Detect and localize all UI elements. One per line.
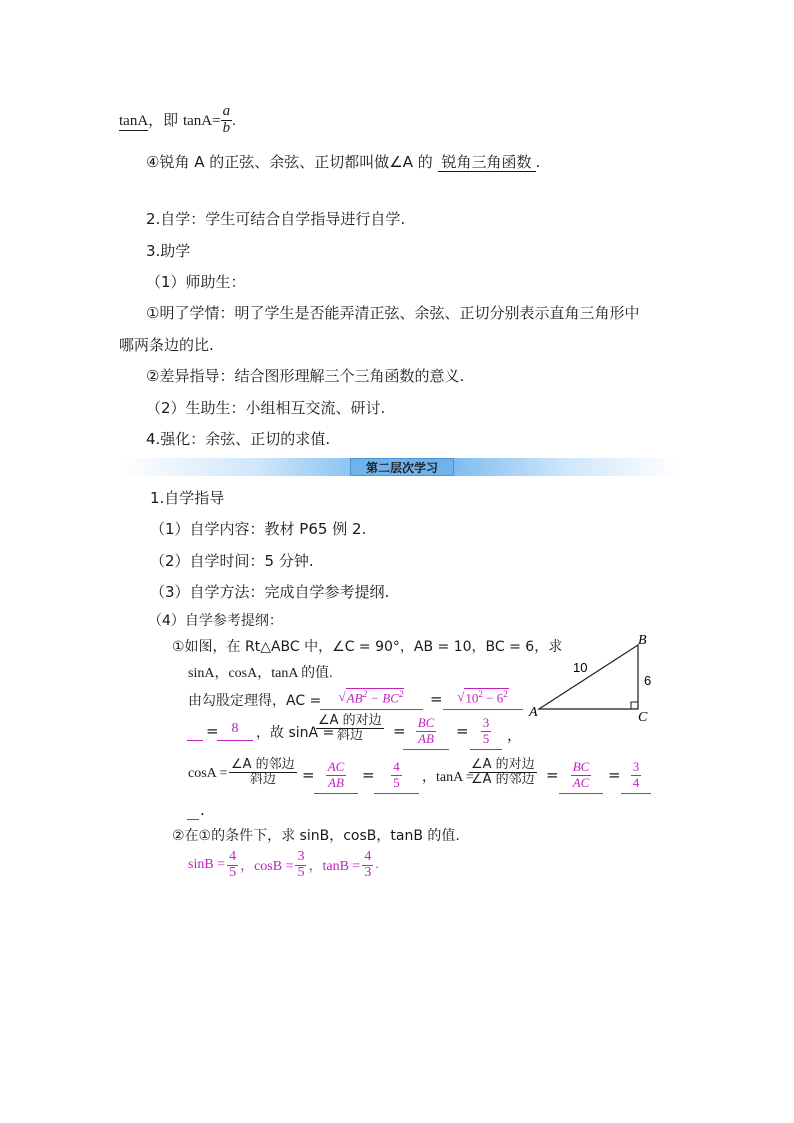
- tan-def-eq: tanA=: [182, 112, 221, 129]
- cos-a-formula: $\frac{\text{∠A 的邻边}}{\text{斜边}}$: [231, 757, 295, 787]
- vertex-b-label: B: [638, 633, 647, 648]
- part2-method: （3）自学方法：完成自学参考提纲.: [150, 583, 390, 601]
- step4: 4.强化：余弦、正切的求值.: [146, 430, 331, 448]
- triangle-abc: [539, 645, 638, 709]
- eq-sign-8: =: [608, 766, 621, 784]
- tan-a-underlined: tanA: [119, 112, 149, 129]
- answer-bc-over-ac: $\frac{BC}{AC}$: [559, 757, 603, 794]
- answer-bc-over-ab: $\frac{BC}{AB}$: [403, 713, 449, 750]
- tan-def-fraction: $\frac{a}{b}$: [222, 103, 231, 136]
- pythagoras-prefix: 由勾股定理得，AC =: [188, 693, 322, 709]
- step3: 3.助学: [146, 242, 191, 260]
- sin-a-formula: $\frac{\text{∠A 的对边}}{\text{斜边}}$: [318, 713, 382, 743]
- eq-sign-5: =: [302, 766, 315, 784]
- item4-answer: 锐角三角函数: [438, 153, 536, 172]
- right-angle-marker: [631, 702, 638, 709]
- part2-outline: （4）自学参考提纲：: [148, 613, 283, 629]
- answer-sin-a: $\frac{3}{5}$: [470, 713, 502, 750]
- answer-sqrt-10-6: √ $10^2 - 6^2$: [443, 685, 523, 710]
- blank-trailing: [187, 801, 199, 820]
- tan-def-sep: ，即: [148, 110, 179, 129]
- problem1-line1: ①如图，在 Rt△ABC 中，∠C = 90°，AB = 10，BC = 6，求: [172, 639, 563, 655]
- tan-a-lhs: ，tanA =: [422, 770, 474, 785]
- eq-sign-4: =: [456, 722, 469, 740]
- leg-bc-length-label: 6: [644, 673, 652, 688]
- section-banner-label: 第二层次学习: [350, 458, 454, 476]
- item4-line: ④锐角 A 的正弦、余弦、正切都叫做∠A 的 锐角三角函数 .: [146, 153, 541, 171]
- part2-content: （1）自学内容：教材 P65 例 2.: [150, 520, 367, 538]
- problem1-line2: sinA，cosA，tanA 的值.: [188, 666, 333, 681]
- period-1: .: [200, 801, 205, 819]
- so-sin-a: ，故 sinA =: [256, 725, 335, 741]
- circ2: ②差异指导：结合图形理解三个三角函数的意义.: [146, 367, 465, 385]
- tan-definition-line: tanA，即 tanA= $\frac{a}{b}$ .: [119, 103, 236, 136]
- problem2-answer: sinB = $\frac{4}{5}$ ，cosB = $\frac{3}{5}$ ，tanB = $\frac{4}{3}$ .: [188, 849, 379, 880]
- circ1-line1: ①明了学情：明了学生是否能弄清正弦、余弦、正切分别表示直角三角形中: [146, 304, 640, 322]
- vertex-a-label: A: [529, 705, 538, 720]
- answer-tan-a: $\frac{3}{4}$: [621, 757, 651, 794]
- part2-heading: 1.自学指导: [150, 489, 225, 507]
- answer-sqrt-ab-bc: √ $AB^2 - BC^2$: [320, 685, 423, 710]
- eq-sign-1: =: [430, 690, 443, 708]
- tan-a-formula: $\frac{\text{∠A 的对边}}{\text{∠A 的邻边}}$: [471, 757, 535, 787]
- eq-sign-7: =: [546, 766, 559, 784]
- vertex-c-label: C: [638, 710, 648, 725]
- eq-sign-3: =: [393, 722, 406, 740]
- eq-sign-2: =: [206, 722, 219, 740]
- cos-a-lhs: cosA =: [188, 766, 228, 781]
- right-triangle-figure: [525, 628, 665, 728]
- circ1-line2: 哪两条边的比.: [119, 336, 214, 354]
- step2: 2.自学：学生可结合自学指导进行自学.: [146, 210, 406, 228]
- answer-cos-a: $\frac{4}{5}$: [374, 757, 419, 794]
- eq-sign-6: =: [362, 766, 375, 784]
- part2-time: （2）自学时间：5 分钟.: [150, 552, 314, 570]
- answer-ac-over-ab: $\frac{AC}{AB}$: [314, 757, 358, 794]
- item4-text: ④锐角 A 的正弦、余弦、正切都叫做∠A 的: [146, 153, 433, 171]
- blank-leading-1: [187, 722, 203, 741]
- problem2-question: ②在①的条件下，求 sinB，cosB，tanB 的值.: [172, 828, 460, 844]
- answer-ac-value: 8: [217, 718, 253, 741]
- comma-1: ，: [507, 726, 523, 744]
- sub2: （2）生助生：小组相互交流、研讨.: [146, 399, 386, 417]
- hypotenuse-length-label: 10: [573, 660, 588, 675]
- sub1: （1）师助生：: [146, 273, 246, 291]
